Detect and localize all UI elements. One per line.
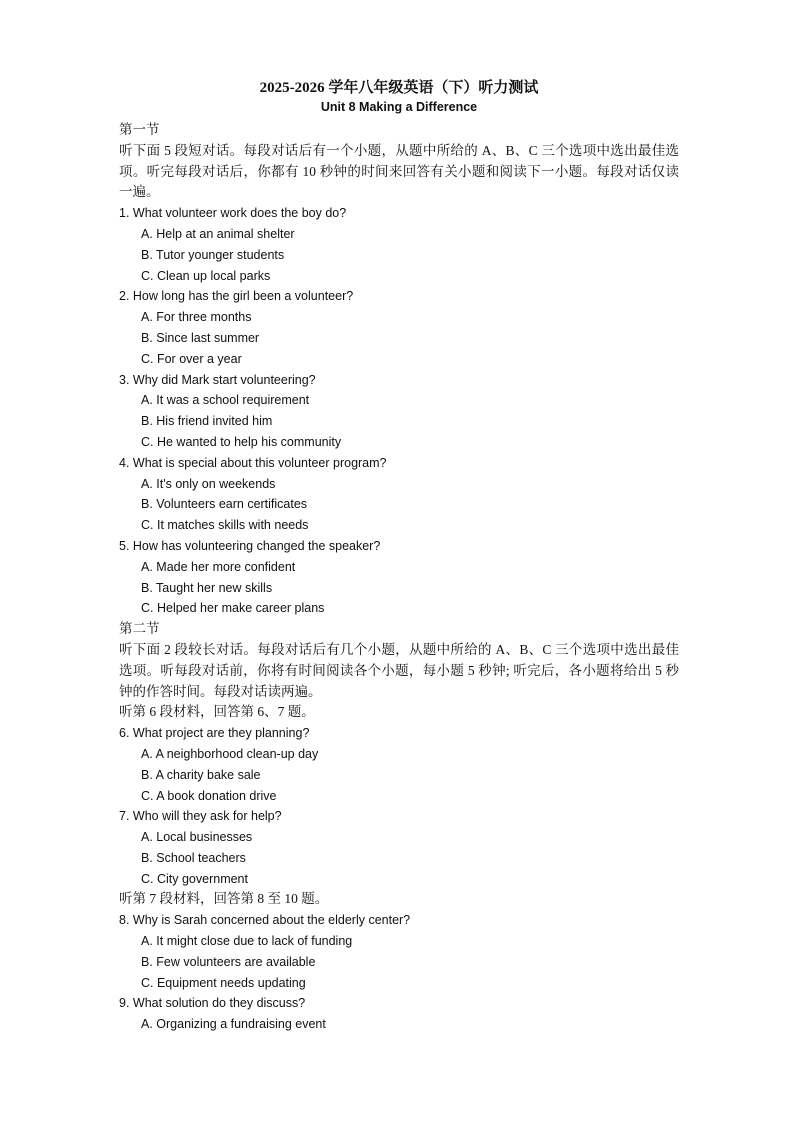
question-stem: 8. Why is Sarah concerned about the elderly center? [119,913,411,928]
section-2-instructions: 听下面 2 段较长对话。每段对话后有几个小题，从题中所给的 A、B、C 三个选项中选出最佳选项。听每段对话前，你将有时间阅读各个小题，每小题 5 秒钟; 听完后，各小题将给出 5 秒钟的作答时间。每段对话读两遍。 [119,641,679,699]
section-1 [119,120,679,619]
question-item [119,723,679,806]
page-title: 2025-2026 学年八年级英语（下）听力测试 [259,80,539,96]
question-option: A. It might close due to lack of funding [141,934,353,949]
page-subtitle: Unit 8 Making a Difference [320,100,478,114]
question-option: A. Help at an animal shelter [141,226,295,241]
question-option: C. He wanted to help his community [141,434,342,449]
question-item [119,910,679,993]
question-stem: 2. How long has the girl been a volunteer? [119,289,354,304]
question-item [119,286,679,369]
question-stem: 1. What volunteer work does the boy do? [119,206,347,221]
question-option: A. It was a school requirement [141,393,310,408]
question-stem: 3. Why did Mark start volunteering? [119,372,316,387]
question-option: B. Taught her new skills [141,580,273,595]
material-6-note: 听第 6 段材料，回答第 6、7 题。 [119,704,315,720]
question-option: C. For over a year [141,351,242,366]
question-option: C. A book donation drive [141,788,277,803]
question-option: C. Helped her make career plans [141,601,325,616]
section-1-instructions: 听下面 5 段短对话。每段对话后有一个小题，从题中所给的 A、B、C 三个选项中选出最佳选项。听完每段对话后，你都有 10 秒钟的时间来回答有关小题和阅读下一小题。每段对话仅读一遍。 [119,142,679,200]
question-option: B. Volunteers earn certificates [141,497,308,512]
material-6-questions [119,723,679,889]
question-stem: 5. How has volunteering changed the speaker? [119,538,381,553]
question-option: A. Local businesses [141,830,253,845]
question-option: B. A charity bake sale [141,767,261,782]
question-option: B. Tutor younger students [141,247,285,262]
section-2-label: 第二节 [119,621,160,637]
question-item [119,370,679,453]
question-option: A. For three months [141,310,252,325]
question-stem: 7. Who will they ask for help? [119,809,282,824]
question-option: C. Equipment needs updating [141,975,306,990]
section-1-questions [119,203,679,619]
material-7-questions [119,910,679,1035]
question-option: A. Organizing a fundraising event [141,1017,326,1032]
question-option: C. Clean up local parks [141,268,271,283]
question-option: A. Made her more confident [141,559,296,574]
question-stem: 9. What solution do they discuss? [119,996,306,1011]
question-item [119,536,679,619]
question-item [119,993,679,1035]
question-stem: 6. What project are they planning? [119,726,310,741]
question-option: B. His friend invited him [141,414,273,429]
question-option: A. A neighborhood clean-up day [141,746,319,761]
material-7-note: 听第 7 段材料，回答第 8 至 10 题。 [119,891,329,907]
question-option: C. City government [141,871,248,886]
question-stem: 4. What is special about this volunteer program? [119,455,387,470]
question-item [119,453,679,536]
question-option: A. It's only on weekends [141,476,276,491]
question-option: B. Since last summer [141,330,260,345]
question-option: B. Few volunteers are available [141,954,316,969]
section-1-label: 第一节 [119,122,160,137]
section-2 [119,619,679,1035]
question-item [119,806,679,889]
document-page [119,78,679,1035]
question-option: C. It matches skills with needs [141,518,309,533]
question-item [119,203,679,286]
question-option: B. School teachers [141,850,246,865]
